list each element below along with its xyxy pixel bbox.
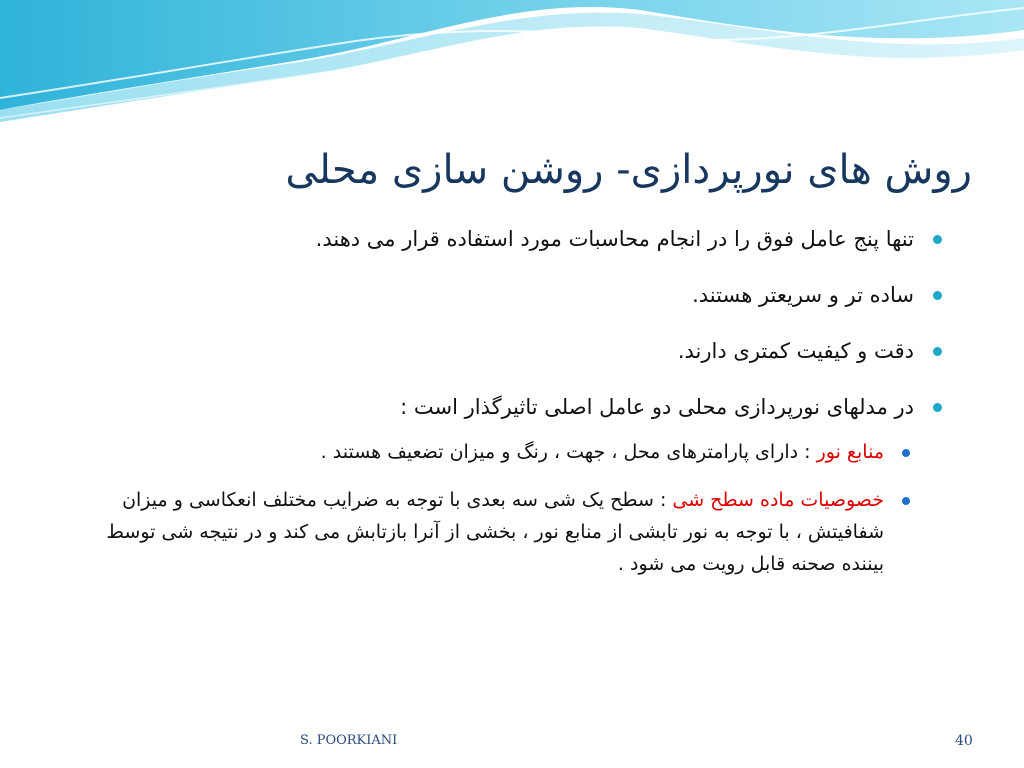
bullet-text: ساده تر و سریعتر هستند.: [692, 283, 914, 307]
sub-bullet-text: دارای پارامترهای محل ، جهت ، رنگ و میزان تضعیف هستند .: [320, 441, 799, 463]
sub-bullet-item: [74, 484, 934, 580]
bullet-dot-icon: [933, 347, 942, 356]
sub-bullet-term: منابع نور: [816, 441, 884, 463]
bullet-item: [74, 278, 934, 312]
header-wave-decoration: [0, 0, 1024, 130]
sub-bullet-separator: :: [653, 489, 673, 511]
bullet-item: [74, 334, 934, 368]
footer-author: S. POORKIANI: [300, 733, 398, 748]
sub-bullet-term: خصوصیات ماده سطح شی: [672, 489, 884, 511]
bullet-item: [74, 390, 934, 424]
page-number: 40: [955, 733, 973, 749]
bullet-dot-icon: [933, 291, 942, 300]
bullet-text: تنها پنج عامل فوق را در انجام محاسبات مورد استفاده قرار می دهند.: [315, 227, 914, 251]
bullet-text: دقت و کیفیت کمتری دارند.: [677, 339, 914, 363]
slide-content: [74, 222, 934, 596]
sub-bullet-text: سطح یک شی سه بعدی با توجه به ضرایب مختلف انعکاسی و میزان شفافیتش ، با توجه به نور تابشی از منابع نور ، بخشی از آنرا بازتابش می کند و در نتیجه شی توسط بیننده صحنه قابل رویت می شود .: [106, 489, 884, 575]
bullet-dot-icon: [933, 403, 942, 412]
bullet-item: [74, 222, 934, 256]
bullet-text: در مدلهای نورپردازی محلی دو عامل اصلی تاثیرگذار است :: [400, 395, 914, 419]
slide-title: روش های نورپردازی- روشن سازی محلی: [285, 147, 972, 193]
sub-bullet-item: [74, 436, 934, 468]
bullet-dot-icon: [933, 235, 942, 244]
sub-bullet-dot-icon: [902, 497, 910, 505]
sub-bullet-separator: :: [798, 441, 817, 463]
sub-bullet-dot-icon: [902, 449, 910, 457]
